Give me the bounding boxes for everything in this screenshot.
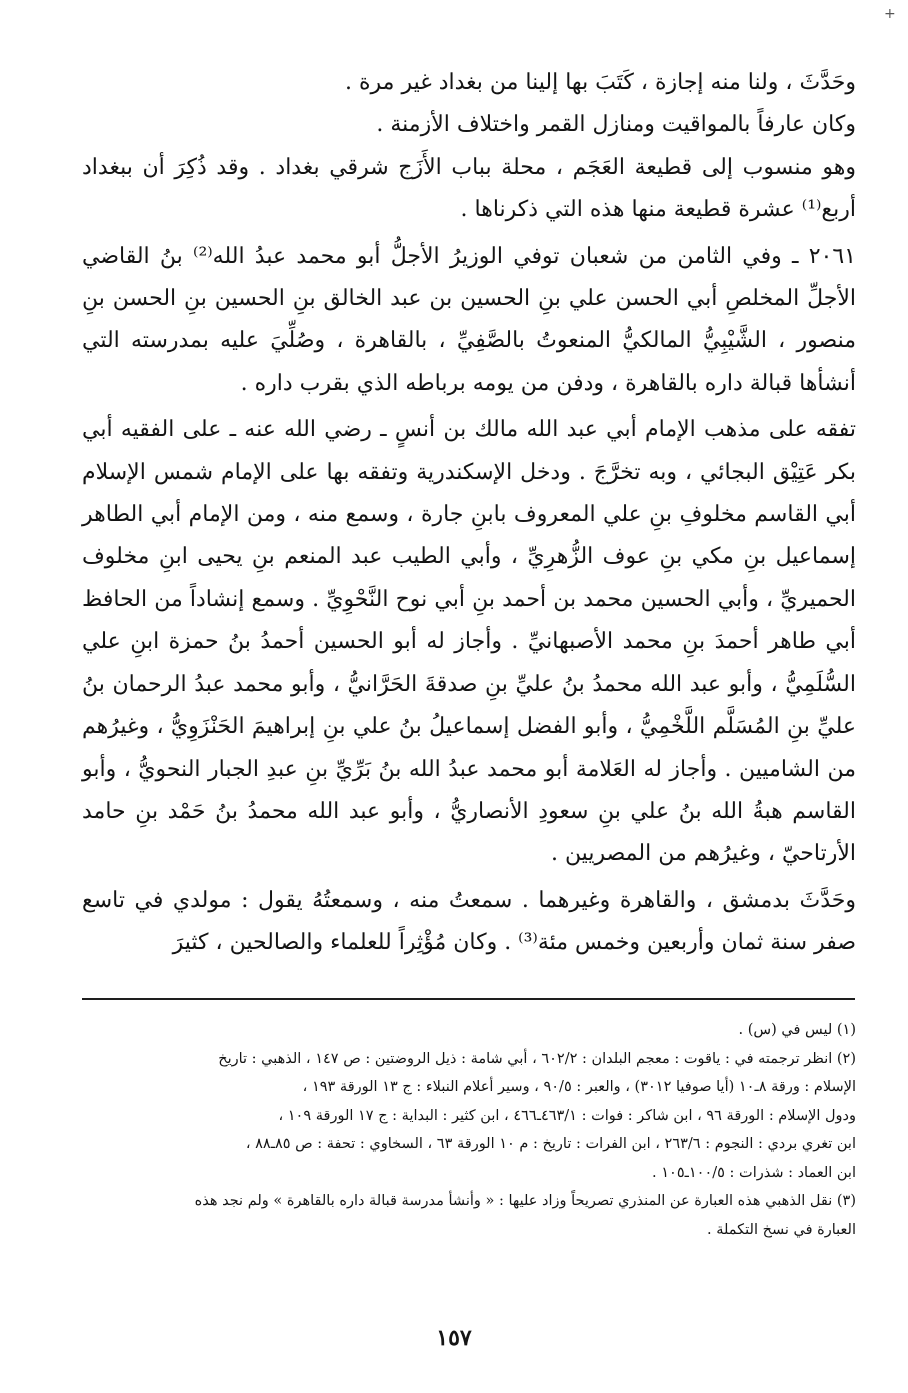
footnote-divider (82, 998, 855, 1000)
paragraph-studies: تفقه على مذهب الإمام أبي عبد الله مالك بن أنسٍ ـ رضي الله عنه ـ على الفقيه أبي بكر عَتِيْق البجائي ، وبه تخرَّجَ . ودخل الإسكندرية وتفقه بها على الإمام شمس الإسلام أبي القاسم مخلوفِ بنِ علي المعروف بابنِ جارة ، وسمع منه ، ومن الإمام أبي الطاهر إسماعيل بنِ مكي بنِ عوف الزُّهرِيِّ ، وأبي الطيب عبد المنعم بنِ يحيى ابنِ مخلوف الحميريِّ ، وأبي الحسين محمد بن أحمد بنِ أبي نوح النَّحْوِيِّ . وسمع إنشاداً من الحافظ أبي طاهر أحمدَ بنِ محمد الأصبهانيِّ . وأجاز له أبو الحسين أحمدُ بنُ حمزة ابنِ علي السُّلَمِيُّ ، وأبو عبد الله محمدُ بنُ عليِّ بنِ صدقةَ الحَرَّانيُّ ، وأبو محمد عبدُ الرحمان بنُ عليِّ بنِ المُسَلَّم اللَّخْمِيُّ ، وأبو الفضل إسماعيلُ بنُ علي بنِ إبراهيمَ الحَنْزَوِيُّ ، وغيرُهم من الشاميين . وأجاز له العَلامة أبو محمد عبدُ الله بنُ بَرِّيِّ بنِ عبدِ الجبار النحويُّ ، وأبو القاسم هبةُ الله بنُ علي بنِ سعودِ الأنصاريُّ ، وأبو عبد الله محمدُ بنُ حَمْد بنِ حامد الأرتاحيّ ، وغيرُهم من المصريين . (82, 417, 856, 867)
footnote-2-line-5: ابن العماد : شذرات : ١٠٠/٥ـ١٠٥ . (652, 1164, 856, 1181)
footnotes (82, 1016, 856, 1244)
paragraph-narrated: وحَدَّثَ ، ولنا منه إجازة ، كَتَبَ بها إلينا من بغداد غير مرة . (345, 70, 856, 95)
footnote-2-line-4: ابن تغري بردي : النجوم : ٢٦٣/٦ ، ابن الفرات : تاريخ : م ١٠ الورقة ٦٣ ، السخاوي : تحفة : ص ٨٥ـ٨٨ ، (245, 1136, 856, 1152)
page-number: ١٥٧ (436, 1325, 472, 1351)
footnote-3-line-2: العبارة في نسخ التكملة . (706, 1221, 856, 1238)
paragraph-attribution: وهو منسوب إلى قطيعة العَجَم ، محلة بباب الأَزَج شرقي بغداد . وقد ذُكِرَ أن ببغداد أربع⁽¹⁾ عشرة قطيعة منها هذه التي ذكرناها . (82, 154, 856, 223)
paragraph-knowledge: وكان عارفاً بالمواقيت ومنازل القمر واختلاف الأزمنة . (376, 112, 856, 138)
footnote-2-line-3: ودول الإسلام : الورقة ٩٦ ، ابن شاكر : فوات : ٤٦٣/١ـ٤٦٦ ، ابن كثير : البداية : ج ١٧ الورقة ١٠٩ ، (278, 1107, 856, 1124)
main-text (82, 62, 856, 965)
corner-mark: + (884, 6, 896, 22)
footnote-3-line-1: (٣) نقل الذهبي هذه العبارة عن المنذري تصريحاً وزاد عليها : « وأنشأ مدرسة قبالة داره بالقاهرة » ولم نجد هذه (194, 1193, 856, 1209)
paragraph-narration-birth: وحَدَّثَ بدمشق ، والقاهرة وغيرهما . سمعتُ منه ، وسمعتُهُ يقول : مولدي في تاسع صفر سنة ثمان وأربعين وخمس مئة⁽³⁾ . وكان مُؤْثِراً للعلماء والصالحين ، كثيرَ (82, 887, 856, 956)
footnote-1: (١) ليس في (س) . (738, 1022, 856, 1038)
footnote-2-line-2: الإسلام : ورقة ٨ـ١٠ (أيا صوفيا ٣٠١٢) ، والعبر : ٩٠/٥ ، وسير أعلام النبلاء : ج ١٣ الورقة ١٩٣ ، (302, 1079, 856, 1095)
paragraph-entry-2061: ٢٠٦١ ـ وفي الثامن من شعبان توفي الوزيرُ الأجلُّ أبو محمد عبدُ الله⁽²⁾ بنُ القاضي الأجلِّ المخلصِ أبي الحسن علي بنِ الحسين بن عبد الخالق بنِ الحسين بنِ الحسن بنِ منصور ، الشَّيْبِيُّ المالكيُّ المنعوتُ بالصَّفِيِّ ، بالقاهرة ، وصُلِّيَ عليه بمدرسته التي أنشأها قبالة داره بالقاهرة ، ودفن من يومه برباطه الذي بقرب داره . (82, 243, 856, 396)
footnote-2-line-1: (٢) انظر ترجمته في : ياقوت : معجم البلدان : ٦٠٢/٢ ، أبي شامة : ذيل الروضتين : ص ١٤٧ ، الذهبي : تاريخ (218, 1050, 856, 1067)
